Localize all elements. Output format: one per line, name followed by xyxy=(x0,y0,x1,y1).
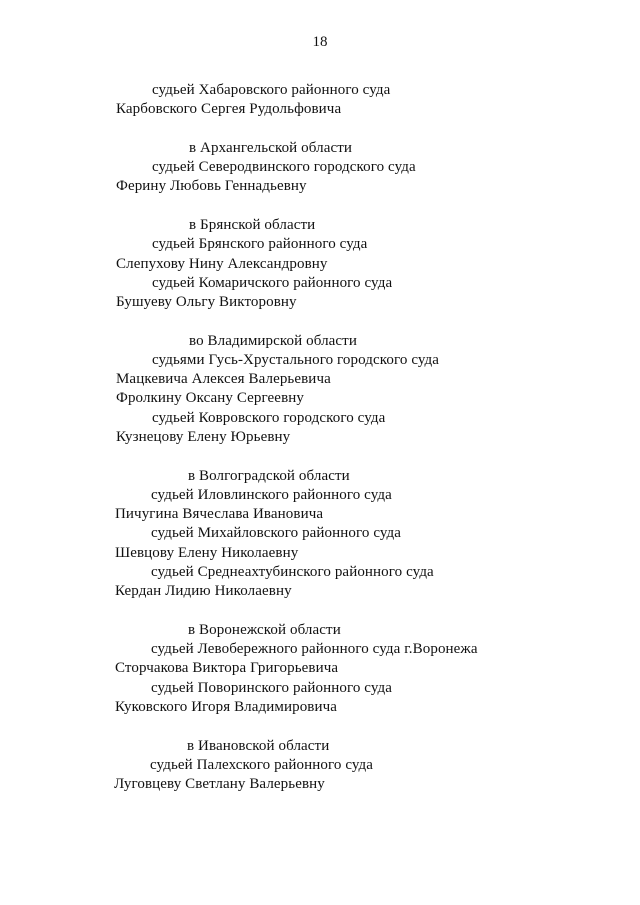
appointment-line: судьей Ковровского городского суда xyxy=(152,410,386,426)
appointment-line: судьей Брянского районного суда xyxy=(152,236,368,252)
person-name: Луговцеву Светлану Валерьевну xyxy=(114,776,325,792)
person-name: Сторчакова Виктора Григорьевича xyxy=(115,660,339,676)
person-name: Кузнецову Елену Юрьевну xyxy=(116,429,291,445)
region-heading: в Волгоградской области xyxy=(188,468,350,484)
person-name: Куковского Игоря Владимировича xyxy=(115,699,338,715)
person-name: Мацкевича Алексея Валерьевича xyxy=(116,371,331,387)
person-name: Пичугина Вячеслава Ивановича xyxy=(115,506,324,522)
person-name: Ферину Любовь Геннадьевну xyxy=(116,178,307,194)
person-name: Шевцову Елену Николаевну xyxy=(115,545,299,561)
appointment-line: судьей Иловлинского районного суда xyxy=(151,487,392,503)
region-heading: в Воронежской области xyxy=(188,622,341,638)
appointment-line: судьей Северодвинского городского суда xyxy=(152,159,416,175)
appointment-line: судьей Палехского районного суда xyxy=(150,757,374,773)
appointment-line: судьей Хабаровского районного суда xyxy=(152,82,391,98)
page-number: 18 xyxy=(312,34,328,50)
person-name: Фролкину Оксану Сергеевну xyxy=(116,390,304,406)
region-heading: в Ивановской области xyxy=(187,738,330,754)
region-heading: в Брянской области xyxy=(189,217,316,233)
appointment-line: судьей Комаричского районного суда xyxy=(152,275,393,291)
region-heading: во Владимирской области xyxy=(189,333,357,349)
person-name: Кердан Лидию Николаевну xyxy=(115,583,292,599)
appointment-line: судьей Поворинского районного суда xyxy=(151,680,392,696)
region-heading: в Архангельской области xyxy=(189,140,352,156)
person-name: Карбовского Сергея Рудольфовича xyxy=(116,101,342,117)
appointment-line: судьей Среднеахтубинского районного суда xyxy=(151,564,434,580)
person-name: Бушуеву Ольгу Викторовну xyxy=(116,294,297,310)
person-name: Слепухову Нину Александровну xyxy=(116,256,328,272)
appointment-line: судьями Гусь-Хрустального городского суда xyxy=(152,352,440,368)
appointment-line: судьей Левобережного районного суда г.Воронежа xyxy=(151,641,478,657)
appointment-line: судьей Михайловского районного суда xyxy=(151,525,402,541)
